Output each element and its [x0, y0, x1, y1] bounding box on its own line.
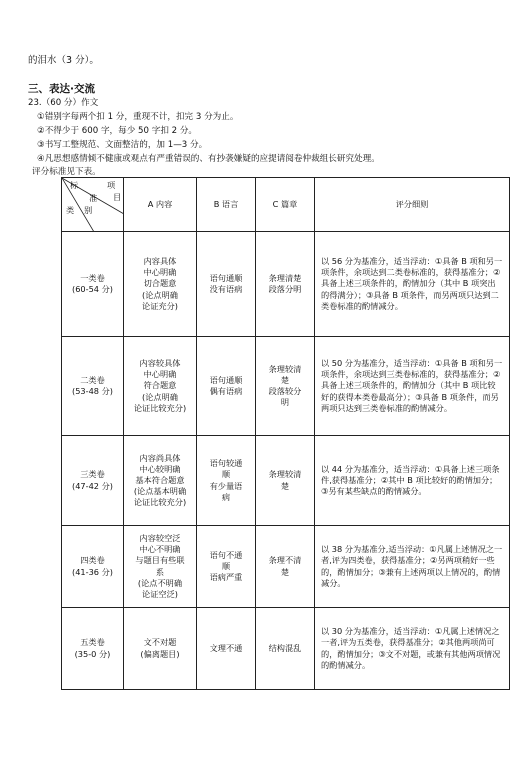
question-number: 23.（60 分）作文	[28, 98, 99, 108]
diag-label-xiang: 项	[107, 180, 116, 190]
category-cell: 五类卷 (35-0 分)	[62, 608, 124, 690]
content-cell: 内容尚具体 中心较明确 基本符合题意 (论点基本明确 论证比较充分)	[124, 436, 197, 526]
header-content: A 内容	[124, 178, 197, 232]
detail-cell: 以 56 分为基准分，适当浮动：①具备 B 项和另一项条件，余项达到二类卷标准的，获得基准分；②具备上述三项条件的，酌情加分（其中 B 项突出的得满分）；③具备 B 项条件，而另两项只达到二类卷标准的酌情减分。	[315, 232, 510, 337]
detail-cell: 以 44 分为基准分，适当浮动：①具备上述三项条件,获得基准分；②其中 B 项比较好的酌情加分；③另有某些缺点的酌情减分。	[315, 436, 510, 526]
header-language: B 语言	[197, 178, 256, 232]
category-cell: 二类卷 (53-48 分)	[62, 337, 124, 436]
structure-cell: 条理清楚 段落分明	[256, 232, 315, 337]
language-cell: 语句通顺 没有语病	[197, 232, 256, 337]
detail-cell: 以 38 分为基准分,适当浮动：①凡属上述情况之一者,评为四类卷，获得基准分；②另两项稍好一些的，酌情加分；③兼有上述两项以上情况的，酌情减分。	[315, 526, 510, 608]
table-row	[62, 337, 510, 436]
structure-cell: 条理较清 楚 段落较分 明	[256, 337, 315, 436]
detail-cell: 以 30 分为基准分，适当浮动：①凡属上述情况之一者,评为五类卷，获得基准分；②其他两项尚可的，酌情加分；③文不对题，或兼有其他两项情况的酌情减分。	[315, 608, 510, 690]
structure-cell: 条理不清 楚	[256, 526, 315, 608]
language-cell: 语句通顺 偶有语病	[197, 337, 256, 436]
language-cell: 语句较通 顺 有少量语 病	[197, 436, 256, 526]
header-structure: C 篇章	[256, 178, 315, 232]
diag-label-bie: 别	[84, 205, 93, 215]
diag-label-biao: 标	[70, 180, 79, 190]
diag-label-lei: 类	[66, 205, 75, 215]
table-header-row	[62, 178, 510, 232]
section-title: 三、表达·交流	[28, 83, 95, 95]
table-row	[62, 436, 510, 526]
table-row	[62, 232, 510, 337]
structure-cell: 结构混乱	[256, 608, 315, 690]
diagonal-header-cell	[62, 178, 124, 232]
table-caption: 评分标准见下表。	[32, 167, 101, 177]
rule-4: ④凡思想感情倾不健康或观点有严重错误的、有抄袭嫌疑的应提请阅卷仲裁组长研究处理。	[37, 154, 380, 164]
category-cell: 一类卷 (60-54 分)	[62, 232, 124, 337]
table-row	[62, 608, 510, 690]
category-cell: 四类卷 (41-36 分)	[62, 526, 124, 608]
rule-3: ③书写工整规范、文面整洁的，加 1—3 分。	[37, 140, 208, 150]
detail-cell: 以 50 分为基准分，适当浮动：①具备 B 项和另一项条件，余项达到三类卷标准的，获得基准分；②具备上述三项条件的，酌情加分（其中 B 项比较好的获得本类卷最高分）；③具备 B 项条件，而另两项只达到三类卷标准的酌情减分。	[315, 337, 510, 436]
table-row	[62, 526, 510, 608]
content-cell: 内容具体 中心明确 切合题意 (论点明确 论证充分)	[124, 232, 197, 337]
scoring-table	[61, 177, 510, 690]
rule-2: ②不得少于 600 字，每少 50 字扣 2 分。	[37, 126, 198, 136]
category-cell: 三类卷 (47-42 分)	[62, 436, 124, 526]
rule-1: ①错别字每两个扣 1 分，重现不计，扣完 3 分为止。	[37, 112, 239, 122]
answer-tail: 的泪水（3 分）。	[28, 55, 99, 66]
content-cell: 内容较空泛 中心不明确 与题目有些联 系 (论点不明确 论证空泛)	[124, 526, 197, 608]
structure-cell: 条理较清 楚	[256, 436, 315, 526]
content-cell: 文不对题 (偏离题目)	[124, 608, 197, 690]
diag-label-zhun: 准	[89, 193, 98, 203]
content-cell: 内容较具体 中心明确 符合题意 (论点明确 论证比较充分)	[124, 337, 197, 436]
language-cell: 语句不通 顺 语病严重	[197, 526, 256, 608]
diag-label-mu: 目	[113, 192, 122, 202]
language-cell: 文理不通	[197, 608, 256, 690]
header-detail: 评分细则	[315, 178, 510, 232]
